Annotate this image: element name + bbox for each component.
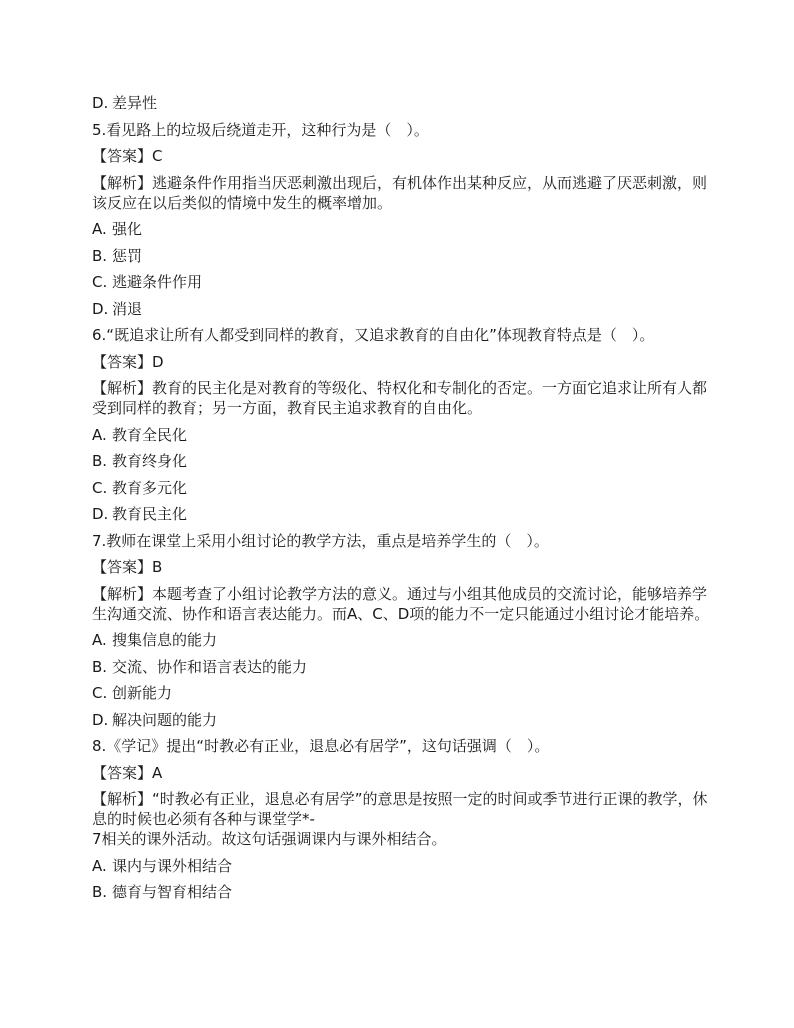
answer-option xyxy=(92,296,712,323)
option-text: 解决问题的能力 xyxy=(112,710,218,729)
answer-line xyxy=(92,760,712,787)
answer-option xyxy=(92,216,712,243)
answer-line xyxy=(92,143,712,170)
explanation-label: 【解析】 xyxy=(92,584,153,603)
explanation-label: 【解析】 xyxy=(92,379,153,397)
option-letter: B. xyxy=(92,452,108,470)
option-text: 德育与智育相结合 xyxy=(112,883,233,901)
option-letter: C. xyxy=(92,478,108,497)
option-text: 教育全民化 xyxy=(112,425,188,444)
question-text: 5.看见路上的垃圾后绕道走开，这种行为是（ ）。 xyxy=(92,120,429,139)
explanation-paragraph xyxy=(92,786,712,853)
option-text: 逃避条件作用 xyxy=(112,273,203,291)
question-stem xyxy=(92,733,712,760)
explanation-text: 本题考查了小组讨论教学方法的意义。通过与小组其他成员的交流讨论，能够培养学生沟通交流、协作和语言表达能力。而A、C、D项的能力不一定只能通过小组讨论才能培养。 xyxy=(92,584,710,623)
option-letter: A. xyxy=(92,631,107,649)
answer-option xyxy=(92,680,712,707)
option-letter: B. xyxy=(92,883,108,901)
answer-value: B xyxy=(152,558,163,576)
explanation-text: 教育的民主化是对教育的等级化、特权化和专制化的否定。一方面它追求让所有人都受到同样的教育；另一方面，教育民主追求教育的自由化。 xyxy=(92,379,708,417)
answer-option xyxy=(92,853,712,880)
question-text: 7.教师在课堂上采用小组讨论的教学方法，重点是培养学生的（ ）。 xyxy=(92,531,549,550)
question-text: 6.“既追求让所有人都受到同样的教育，又追求教育的自由化”体现教育特点是（ ）。 xyxy=(92,326,655,344)
option-letter: B. xyxy=(92,657,108,676)
answer-value: D xyxy=(152,352,164,371)
option-letter: D. xyxy=(92,299,109,318)
answer-option xyxy=(92,627,712,654)
option-letter: D. xyxy=(92,505,109,523)
explanation-paragraph xyxy=(92,170,712,217)
option-letter: C. xyxy=(92,273,108,291)
option-text: 教育终身化 xyxy=(112,452,188,470)
answer-line xyxy=(92,349,712,376)
answer-label: 【答案】 xyxy=(92,763,153,782)
option-letter: A. xyxy=(92,856,107,875)
answer-option xyxy=(92,707,712,734)
answer-option xyxy=(92,243,712,270)
answer-value: C xyxy=(152,147,163,165)
answer-option xyxy=(92,422,712,449)
answer-line xyxy=(92,554,712,581)
answer-option xyxy=(92,475,712,502)
option-text: 搜集信息的能力 xyxy=(112,631,218,649)
question-stem xyxy=(92,117,712,144)
option-text: 交流、协作和语言表达的能力 xyxy=(112,657,308,676)
option-letter: C. xyxy=(92,684,108,702)
option-text: 惩罚 xyxy=(112,246,143,265)
option-text: 教育多元化 xyxy=(112,478,188,497)
answer-option xyxy=(92,90,712,117)
option-text: 创新能力 xyxy=(112,684,173,702)
option-letter: B. xyxy=(92,246,108,265)
answer-option xyxy=(92,448,712,475)
explanation-paragraph xyxy=(92,375,712,422)
option-text: 教育民主化 xyxy=(112,505,188,523)
document-page xyxy=(92,90,712,906)
question-stem xyxy=(92,322,712,349)
option-letter: D. xyxy=(92,94,109,112)
explanation-text: 逃避条件作用指当厌恶刺激出现后，有机体作出某种反应，从而逃避了厌恶刺激，则该反应在以后类似的情境中发生的概率增加。 xyxy=(92,173,708,212)
question-text: 8.《学记》提出“时教必有正业，退息必有居学”，这句话强调（ ）。 xyxy=(92,737,550,755)
option-text: 消退 xyxy=(112,299,143,318)
option-letter: A. xyxy=(92,220,107,238)
option-text: 强化 xyxy=(112,220,143,238)
answer-option xyxy=(92,269,712,296)
answer-label: 【答案】 xyxy=(92,558,153,576)
answer-option xyxy=(92,654,712,681)
option-text: 课内与课外相结合 xyxy=(112,856,233,875)
answer-option xyxy=(92,501,712,528)
answer-label: 【答案】 xyxy=(92,147,153,165)
explanation-text: “时教必有正业，退息必有居学”的意思是按照一定的时间或季节进行正课的教学，休息的时候也必须有各种与课堂学*- 7相关的课外活动。故这句话强调课内与课外相结合。 xyxy=(92,790,708,848)
question-stem xyxy=(92,528,712,555)
explanation-label: 【解析】 xyxy=(92,173,153,192)
option-letter: D. xyxy=(92,710,109,729)
answer-label: 【答案】 xyxy=(92,352,153,371)
option-letter: A. xyxy=(92,425,107,444)
answer-option xyxy=(92,879,712,906)
option-text: 差异性 xyxy=(112,94,158,112)
explanation-label: 【解析】 xyxy=(92,790,153,808)
explanation-paragraph xyxy=(92,581,712,628)
answer-value: A xyxy=(152,763,163,782)
